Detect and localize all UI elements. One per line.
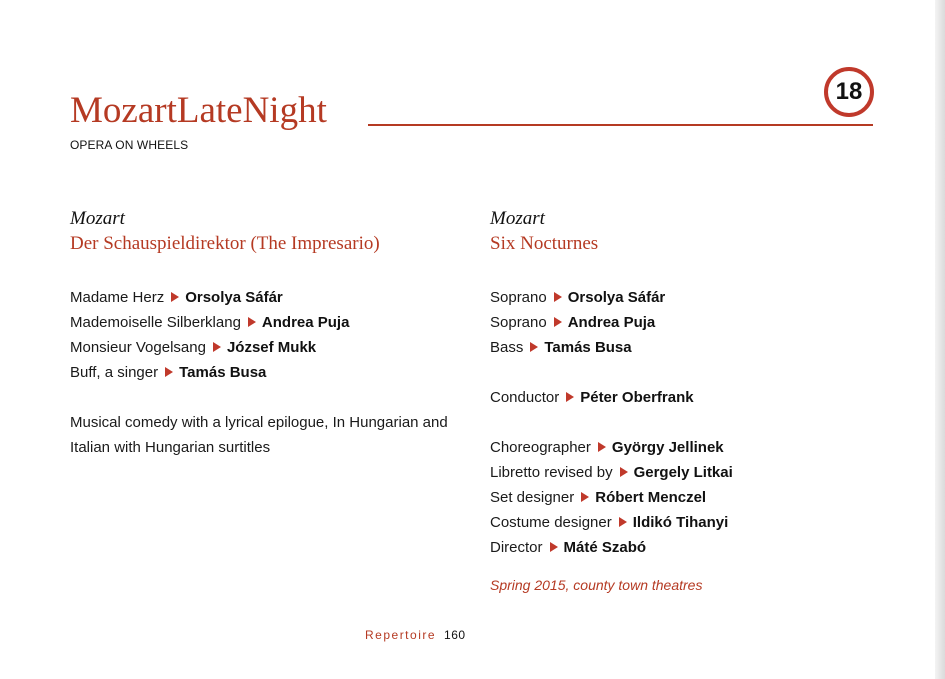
arrow-icon: [619, 517, 627, 527]
crew-row: [490, 435, 890, 460]
page-edge-shadow: [935, 0, 945, 679]
arrow-icon: [620, 467, 628, 477]
page-badge: 18: [824, 67, 874, 117]
cast-row: [70, 310, 470, 335]
crew-name: Róbert Menczel: [595, 489, 707, 506]
cast-row: [490, 285, 890, 310]
role-label: Choreographer: [490, 439, 591, 456]
crew-row: [490, 460, 890, 485]
arrow-icon: [165, 367, 173, 377]
performer-name: József Mukk: [226, 339, 317, 356]
role-label: Madame Herz: [70, 289, 165, 306]
arrow-icon: [581, 492, 589, 502]
work-description: Musical comedy with a lyrical epilogue, In Hungarian and Italian with Hungarian surtitles: [70, 414, 448, 456]
left-cast-list: [70, 285, 470, 385]
arrow-icon: [554, 317, 562, 327]
title-rule: [368, 124, 873, 126]
performer-name: Péter Oberfrank: [580, 389, 694, 406]
role-label: Mademoiselle Silberklang: [70, 314, 241, 331]
arrow-icon: [213, 342, 221, 352]
role-label: Costume designer: [490, 514, 612, 531]
crew-name: Máté Szabó: [563, 539, 647, 556]
right-composer: Mozart: [490, 208, 545, 229]
role-label: Monsieur Vogelsang: [70, 339, 206, 356]
role-label: Bass: [490, 339, 524, 356]
cast-row: [490, 310, 890, 335]
spacer: [490, 360, 890, 385]
role-label: Soprano: [490, 289, 547, 306]
performer-name: Tamás Busa: [179, 364, 267, 381]
spacer: [490, 410, 890, 435]
role-label: Set designer: [490, 489, 575, 506]
crew-name: György Jellinek: [611, 439, 724, 456]
performer-name: Tamás Busa: [544, 339, 632, 356]
right-cast-list: [490, 285, 890, 560]
crew-name: Gergely Litkai: [633, 464, 733, 481]
crew-name: Ildikó Tihanyi: [632, 514, 729, 531]
left-column: [70, 207, 470, 460]
cast-row: [70, 285, 470, 310]
performer-name: Orsolya Sáfár: [185, 289, 283, 306]
arrow-icon: [554, 292, 562, 302]
role-label: Conductor: [490, 389, 560, 406]
role-label: Director: [490, 539, 543, 556]
arrow-icon: [248, 317, 256, 327]
role-label: Libretto revised by: [490, 464, 613, 481]
page-subtitle: OPERA ON WHEELS: [70, 138, 189, 152]
crew-row: [490, 485, 890, 510]
arrow-icon: [598, 442, 606, 452]
page-title: MozartLateNight: [70, 90, 327, 131]
arrow-icon: [566, 392, 574, 402]
performer-name: Andrea Puja: [261, 314, 350, 331]
left-composer: Mozart: [70, 208, 125, 229]
arrow-icon: [530, 342, 538, 352]
cast-row: [490, 335, 890, 360]
right-work-title: Six Nocturnes: [490, 233, 599, 254]
cast-row: [70, 360, 470, 385]
performer-name: Orsolya Sáfár: [567, 289, 666, 306]
footer-section-label: Repertoire: [365, 628, 437, 642]
right-column: [490, 207, 890, 595]
footer-page-number: 160: [444, 628, 466, 642]
role-label: Soprano: [490, 314, 547, 331]
premiere-note: Spring 2015, county town theatres: [490, 577, 703, 593]
crew-row: [490, 535, 890, 560]
crew-row: [490, 510, 890, 535]
arrow-icon: [171, 292, 179, 302]
conductor-row: [490, 385, 890, 410]
arrow-icon: [550, 542, 558, 552]
role-label: Buff, a singer: [70, 364, 159, 381]
left-work-title: Der Schauspieldirektor (The Impresario): [70, 233, 380, 254]
performer-name: Andrea Puja: [567, 314, 656, 331]
cast-row: [70, 335, 470, 360]
page-footer: [365, 626, 466, 644]
